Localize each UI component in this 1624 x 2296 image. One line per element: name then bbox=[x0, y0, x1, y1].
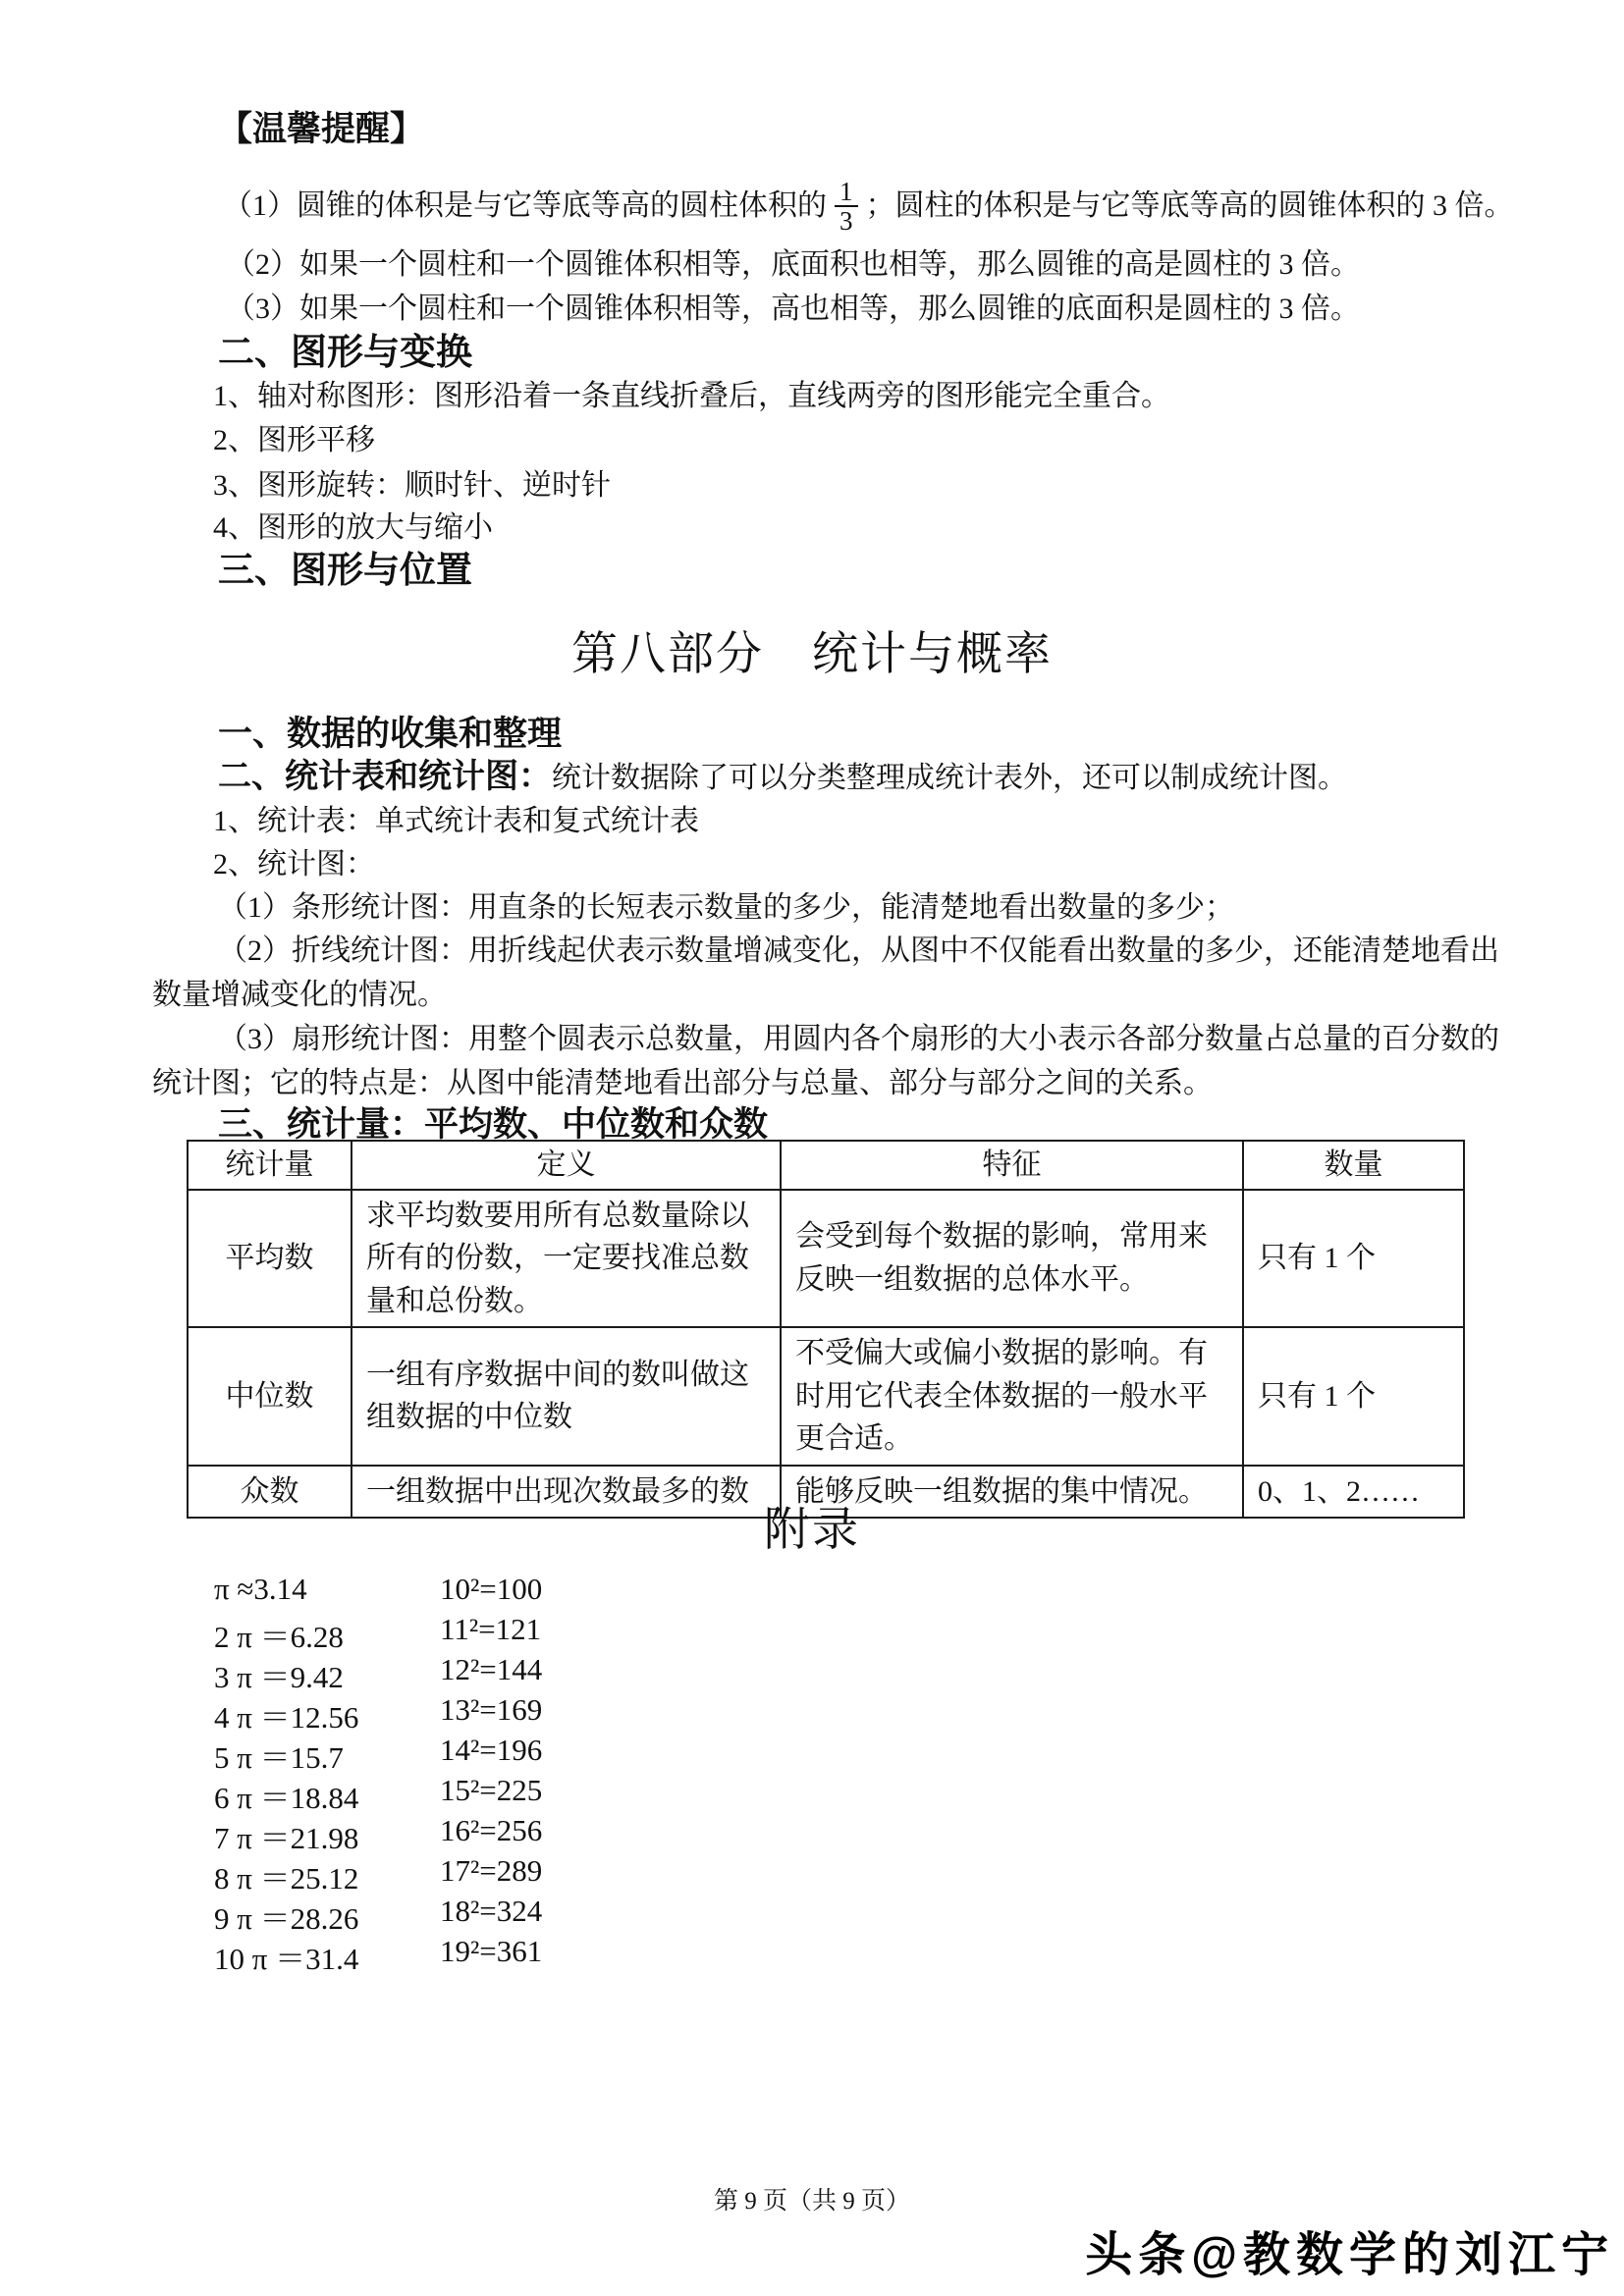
table-cell-name: 中位数 bbox=[188, 1327, 352, 1466]
table-cell-feature: 不受偏大或偏小数据的影响。有时用它代表全体数据的一般水平更合适。 bbox=[781, 1327, 1243, 1466]
square-value-line: 13²=169 bbox=[440, 1692, 543, 1727]
section-shapes-position-title: 三、图形与位置 bbox=[218, 550, 472, 590]
fraction-one-third bbox=[835, 178, 858, 236]
table-cell-name: 平均数 bbox=[188, 1190, 352, 1328]
table-header-feature: 特征 bbox=[781, 1141, 1243, 1190]
table-row bbox=[188, 1190, 1464, 1328]
reminder-item-1 bbox=[223, 169, 1514, 243]
reminder-item-1-post: ；圆柱的体积是与它等底等高的圆锥体积的 3 倍。 bbox=[865, 189, 1514, 223]
square-value-line: 10²=100 bbox=[440, 1572, 543, 1606]
part8-line-5a: （3）扇形统计图：用整个圆表示总数量，用圆内各个扇形的大小表示各部分数量占总量的百分数的 bbox=[218, 1023, 1499, 1055]
part8-line-2: 2、统计图： bbox=[213, 848, 375, 881]
pi-value-line: 6 π ＝18.84 bbox=[214, 1781, 359, 1815]
part8-title: 第八部分 统计与概率 bbox=[571, 629, 1053, 680]
part8-heading-2-bold: 二、统计表和统计图： bbox=[218, 758, 552, 795]
shapes-transform-item-2: 2、图形平移 bbox=[213, 424, 375, 456]
part8-heading-3: 三、统计量：平均数、中位数和众数 bbox=[218, 1105, 769, 1144]
part8-line-4b: 数量增减变化的情况。 bbox=[152, 979, 447, 1011]
section-shapes-transform-title: 二、图形与变换 bbox=[218, 332, 472, 372]
part8-heading-2-rest: 统计数据除了可以分类整理成统计表外，还可以制成统计图。 bbox=[552, 762, 1347, 794]
reminder-title: 【温馨提醒】 bbox=[218, 110, 425, 148]
pi-value-line: 5 π ＝15.7 bbox=[214, 1740, 344, 1775]
table-cell-count: 0、1、2…… bbox=[1243, 1466, 1464, 1519]
part8-heading-2 bbox=[218, 756, 1347, 798]
shapes-transform-item-4: 4、图形的放大与缩小 bbox=[213, 511, 493, 544]
pi-value-line: π ≈3.14 bbox=[214, 1572, 307, 1606]
table-header-count: 数量 bbox=[1243, 1141, 1464, 1190]
table-header-row bbox=[188, 1141, 1464, 1190]
fraction-denominator: 3 bbox=[835, 205, 858, 235]
appendix-title: 附录 bbox=[764, 1505, 860, 1556]
pi-value-line: 4 π ＝12.56 bbox=[214, 1700, 359, 1735]
square-value-line: 19²=361 bbox=[440, 1934, 543, 1968]
pi-value-line: 3 π ＝9.42 bbox=[214, 1660, 344, 1694]
shapes-transform-item-3: 3、图形旋转：顺时针、逆时针 bbox=[213, 469, 611, 502]
table-cell-count: 只有 1 个 bbox=[1243, 1190, 1464, 1328]
pi-value-line: 10 π ＝31.4 bbox=[214, 1942, 359, 1976]
page-number: 第 9 页（共 9 页） bbox=[713, 2188, 910, 2215]
square-value-line: 18²=324 bbox=[440, 1894, 543, 1928]
pi-value-line: 8 π ＝25.12 bbox=[214, 1861, 359, 1896]
table-cell-count: 只有 1 个 bbox=[1243, 1327, 1464, 1466]
part8-heading-1: 一、数据的收集和整理 bbox=[218, 715, 563, 753]
table-cell-definition: 求平均数要用所有总数量除以所有的份数，一定要找准总数量和总份数。 bbox=[352, 1190, 781, 1328]
table-header-definition: 定义 bbox=[352, 1141, 781, 1190]
shapes-transform-item-1: 1、轴对称图形：图形沿着一条直线折叠后，直线两旁的图形能完全重合。 bbox=[213, 380, 1170, 412]
square-value-line: 15²=225 bbox=[440, 1773, 543, 1807]
reminder-item-2: （2）如果一个圆柱和一个圆锥体积相等，底面积也相等，那么圆锥的高是圆柱的 3 倍。 bbox=[226, 248, 1360, 281]
table-row bbox=[188, 1327, 1464, 1466]
part8-line-3: （1）条形统计图：用直条的长短表示数量的多少，能清楚地看出数量的多少； bbox=[218, 891, 1234, 924]
square-value-line: 11²=121 bbox=[440, 1612, 542, 1646]
reminder-item-1-pre: （1）圆锥的体积是与它等底等高的圆柱体积的 bbox=[223, 189, 827, 223]
pi-value-line: 9 π ＝28.26 bbox=[214, 1901, 359, 1936]
pi-value-line: 2 π ＝6.28 bbox=[214, 1620, 344, 1654]
table-header-stat: 统计量 bbox=[188, 1141, 352, 1190]
reminder-item-3: （3）如果一个圆柱和一个圆锥体积相等，高也相等，那么圆锥的底面积是圆柱的 3 倍。 bbox=[226, 293, 1360, 325]
statistics-table bbox=[187, 1140, 1465, 1519]
part8-line-5b: 统计图；它的特点是：从图中能清楚地看出部分与总量、部分与部分之间的关系。 bbox=[152, 1067, 1213, 1099]
fraction-numerator: 1 bbox=[839, 176, 853, 206]
pi-value-line: 7 π ＝21.98 bbox=[214, 1821, 359, 1855]
square-value-line: 17²=289 bbox=[440, 1853, 543, 1888]
table-cell-feature: 能够反映一组数据的集中情况。 bbox=[781, 1466, 1243, 1519]
square-value-line: 14²=196 bbox=[440, 1733, 543, 1767]
part8-line-1: 1、统计表：单式统计表和复式统计表 bbox=[213, 805, 699, 837]
table-cell-definition: 一组有序数据中间的数叫做这组数据的中位数 bbox=[352, 1327, 781, 1466]
table-cell-definition: 一组数据中出现次数最多的数 bbox=[352, 1466, 781, 1519]
table-cell-name: 众数 bbox=[188, 1466, 352, 1519]
table-cell-feature: 会受到每个数据的影响，常用来反映一组数据的总体水平。 bbox=[781, 1190, 1243, 1328]
part8-line-4a: （2）折线统计图：用折线起伏表示数量增减变化，从图中不仅能看出数量的多少，还能清楚地看出 bbox=[218, 934, 1499, 967]
watermark: 头条@教数学的刘江宁 bbox=[1085, 2229, 1614, 2281]
square-value-line: 12²=144 bbox=[440, 1652, 543, 1686]
square-value-line: 16²=256 bbox=[440, 1813, 543, 1847]
